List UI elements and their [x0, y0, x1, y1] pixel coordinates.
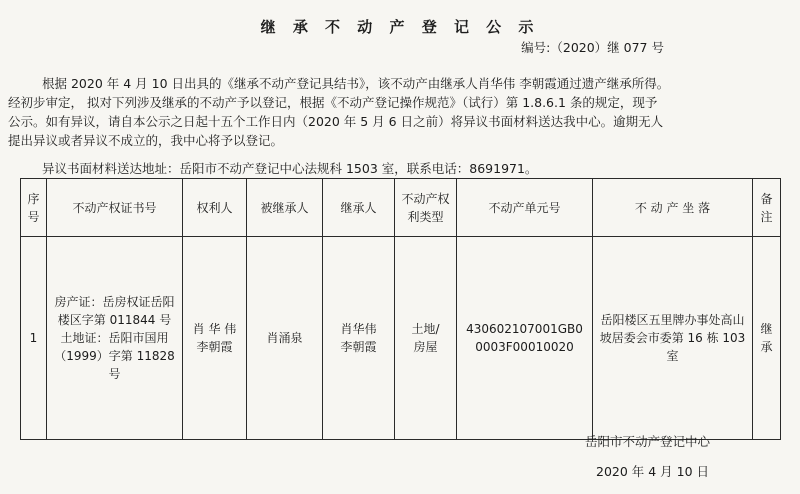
page-title: 继 承 不 动 产 登 记 公 示	[260, 18, 540, 36]
document-number: 编号:（2020）继 077 号	[521, 40, 664, 55]
header-heir-from: 被继承人	[247, 179, 323, 237]
issuing-organization: 岳阳市不动产登记中心	[585, 434, 711, 449]
objection-address: 异议书面材料送达地址：岳阳市不动产登记中心法规科 1503 室，联系电话：8691971。	[42, 161, 538, 176]
cell-right-type: 土地/ 房屋	[395, 237, 457, 440]
body-line: 经初步审定， 拟对下列涉及继承的不动产予以登记，根据《不动产登记操作规范》（试行）第 1.8.6.1 条的规定，现予	[8, 95, 658, 110]
header-right-type: 不动产权利类型	[395, 179, 457, 237]
body-line: 提出异议或者异议不成立的，我中心将予以登记。	[8, 133, 284, 148]
cell-seq: 1	[21, 237, 47, 440]
header-cert: 不动产权证书号	[47, 179, 183, 237]
issue-date: 2020 年 4 月 10 日	[596, 464, 710, 479]
notice-body	[8, 74, 778, 150]
header-heir: 继承人	[323, 179, 395, 237]
cell-cert: 房产证：岳房权证岳阳楼区字第 011844 号 土地证：岳阳市国用（1999）字第 11828 号	[47, 237, 183, 440]
cell-unit-no: 430602107001GB0 0003F00010020	[457, 237, 593, 440]
cell-heir: 肖华伟 李朝霞	[323, 237, 395, 440]
cell-owner: 肖 华 伟 李朝霞	[183, 237, 247, 440]
header-unit-no: 不动产单元号	[457, 179, 593, 237]
body-line: 根据 2020 年 4 月 10 日出具的《继承不动产登记具结书》，该不动产由继承人肖华伟 李朝霞通过遗产继承所得。	[42, 76, 670, 91]
table-row	[21, 237, 781, 440]
header-note: 备注	[753, 179, 781, 237]
header-owner: 权利人	[183, 179, 247, 237]
header-location: 不 动 产 坐 落	[593, 179, 753, 237]
table-header-row	[21, 179, 781, 237]
cell-heir-from: 肖涌泉	[247, 237, 323, 440]
registration-table	[20, 178, 781, 440]
cell-location: 岳阳楼区五里牌办事处高山坡居委会市委第 16 栋 103 室	[593, 237, 753, 440]
body-line: 公示。如有异议，请自本公示之日起十五个工作日内（2020 年 5 月 6 日之前）将异议书面材料送达我中心。逾期无人	[8, 114, 664, 129]
cell-note: 继 承	[753, 237, 781, 440]
header-seq: 序号	[21, 179, 47, 237]
